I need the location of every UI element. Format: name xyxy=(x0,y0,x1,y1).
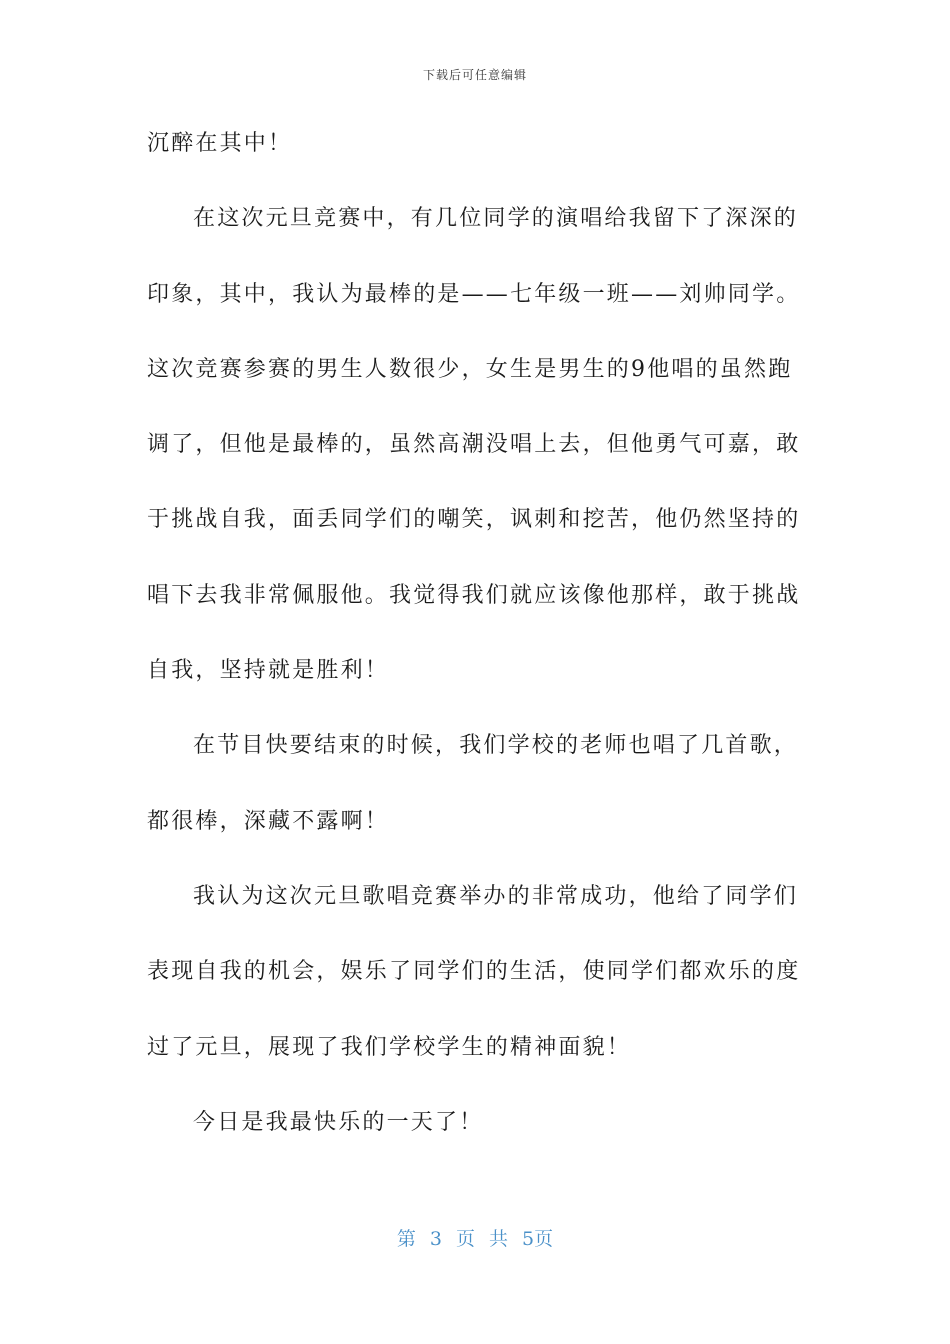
text-line: 于挑战自我，面丢同学们的嘲笑，讽刺和挖苦，他仍然坚持的 xyxy=(147,507,801,533)
current-page-number: 3 xyxy=(429,1228,442,1250)
page-prefix: 第 xyxy=(396,1228,416,1250)
total-prefix: 共 xyxy=(489,1228,509,1250)
text-line: 自我，坚持就是胜利！ xyxy=(147,658,390,684)
paragraph-start-line: 我认为这次元旦歌唱竞赛举办的非常成功，他给了同学们 xyxy=(193,883,799,909)
header-note: 下载后可任意编辑 xyxy=(422,68,527,82)
paragraph-start-line: 在节目快要结束的时候，我们学校的老师也唱了几首歌， xyxy=(193,733,799,759)
total-pages: 5页 xyxy=(522,1228,554,1250)
text-line: 都很棒，深藏不露啊！ xyxy=(147,808,390,834)
document-body xyxy=(147,118,807,1172)
text-line: 这次竞赛参赛的男生人数很少，女生是男生的9他唱的虽然跑 xyxy=(147,356,793,382)
text-line: 过了元旦，展现了我们学校学生的精神面貌！ xyxy=(147,1034,632,1060)
page-word: 页 xyxy=(455,1228,475,1250)
paragraph-start-line: 今日是我最快乐的一天了！ xyxy=(193,1109,484,1135)
text-line: 沉醉在其中！ xyxy=(147,131,293,156)
paragraph-start-line: 在这次元旦竞赛中，有几位同学的演唱给我留下了深深的 xyxy=(193,206,799,232)
text-line: 表现自我的机会，娱乐了同学们的生活，使同学们都欢乐的度 xyxy=(147,959,801,985)
text-line: 调了，但他是最棒的，虽然高潮没唱上去，但他勇气可嘉，敢 xyxy=(147,432,801,458)
page-number-footer xyxy=(0,1224,950,1251)
text-line: 印象，其中，我认为最棒的是——七年级一班——刘帅同学。 xyxy=(147,281,801,307)
text-line: 唱下去我非常佩服他。我觉得我们就应该像他那样，敢于挑战 xyxy=(147,582,801,608)
